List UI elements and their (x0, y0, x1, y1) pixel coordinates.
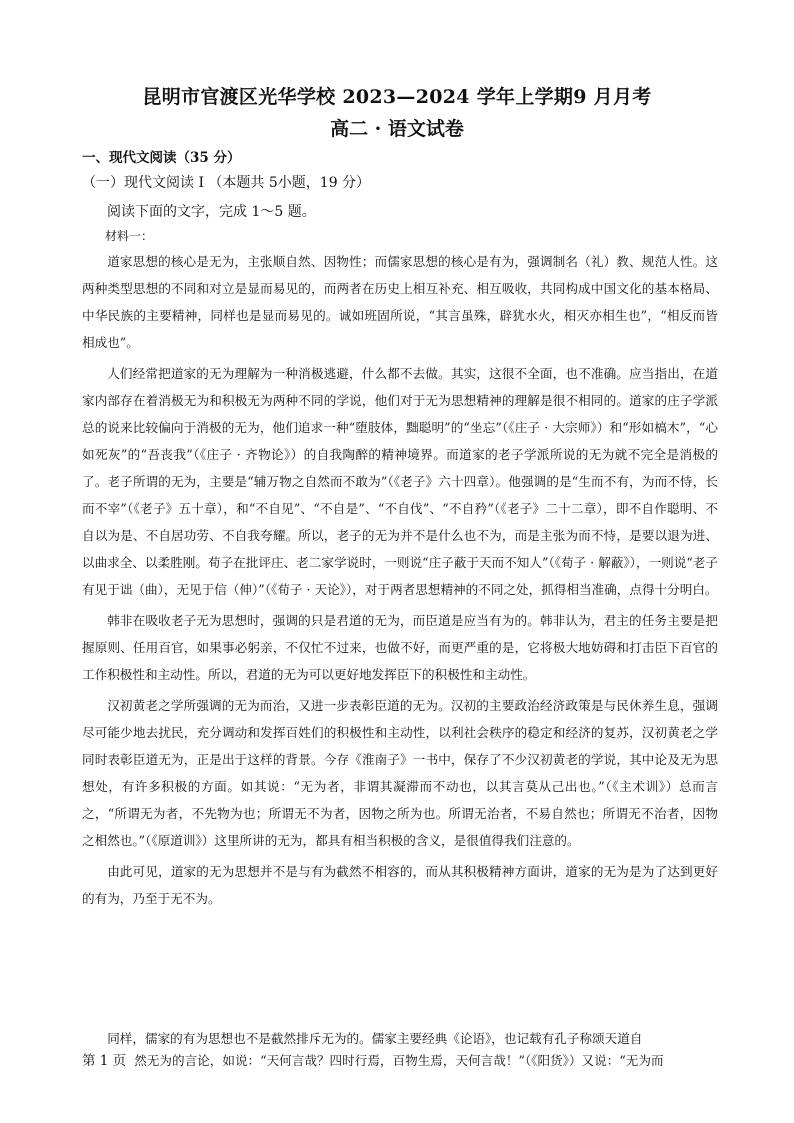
reading-passage (82, 248, 718, 916)
footer-line: 同样，儒家的有为思想也不是截然排斥无为的。儒家主要经典《论语》，也记载有孔子称颂天道自 (107, 1031, 643, 1046)
exam-subtitle: 高二 · 语文试卷 (330, 118, 464, 140)
sub-section-heading: （一）现代文阅读 I （本题共 5小题，19 分） (82, 175, 371, 191)
footer-text: 然无为的言论，如说：“天何言哉？四时行焉，百物生焉，天何言哉！”（《阳货》）又说：“无为而 (134, 1053, 664, 1068)
passage-paragraph: 人们经常把道家的无为理解为一种消极逃避，什么都不去做。其实，这很不全面，也不准确。应当指出，在道家内部存在着消极无为和积极无为两种不同的学说，他们对于无为思想精神的理解是很不相同的。道家的庄子学派总的说来比较偏向于消极的无为，他们追求一种“堕肢体，黜聪明”的“坐忘”（《庄子 · 大宗师》）和“形如槁木”，“心如死灰”的“吾丧我”（《庄子 · 齐物论》）的自我陶醉的精神境界。而道家的老子学派所说的无为就不完全是消极的了。老子所谓的无为，主要是“辅万物之自然而不敢为”（《老子》六十四章）。他强调的是“生而不有，为而不恃，长而不宰”（《老子》五十章），和“不自见”、“不自是”、“不自伐”、“不自矜”（《老子》二十二章），即不自作聪明、不自以为是、不自居功劳、不自我夸耀。所以，老子的无为并不是什么也不为，而是主张为而不恃，是要以退为进、以曲求全、以柔胜刚。荀子在批评庄、老二家学说时，一则说“庄子蔽于天而不知人”（《荀子 · 解蔽》），一则说“老子有见于诎（曲），无见于信（伸）”（《荀子 · 天论》），对于两者思想精神的不同之处，抓得相当准确，点得十分明白。 (82, 366, 718, 597)
instruction-text: 阅读下面的文字，完成 1～5 题。 (107, 204, 316, 220)
footer-line-2 (82, 1050, 722, 1072)
page-footer (82, 1028, 722, 1072)
page-number: 第 1 页 (82, 1053, 127, 1069)
passage-paragraph: 韩非在吸收老子无为思想时，强调的只是君道的无为，而臣道是应当有为的。韩非认为，君主的任务主要是把握原则、任用百官，如果事必躬亲，不仅忙不过来，也做不好，而更严重的是，它将极大地妨碍和打击臣下百官的工作积极性和主动性。所以，君道的无为可以更好地发挥臣下的积极性和主动性。 (82, 613, 718, 682)
passage-paragraph: 汉初黄老之学所强调的无为而治，又进一步表彰臣道的无为。汉初的主要政治经济政策是与民休养生息，强调尽可能少地去扰民，充分调动和发挥百姓们的积极性和主动性，以利社会秩序的稳定和经济的复苏，汉初黄老之学同时表彰臣道无为，正是出于这样的背景。今存《淮南子》一书中，保存了不少汉初黄老的学说，其中论及无为思想处，有许多积极的方面。如其说：“无为者，非谓其凝滞而不动也，以其言莫从己出也。”（《主术训》）总而言之，“所谓无为者，不先物为也；所谓无不为者，因物之所为也。所谓无治者，不易自然也；所谓无不治者，因物之相然也。”（《原道训》）这里所讲的无为，都具有相当积极的含义，是很值得我们注意的。 (82, 698, 718, 848)
section-heading: 一、现代文阅读（35 分） (82, 150, 241, 166)
exam-title: 昆明市官渡区光华学校 2023—2024 学年上学期9 月月考 (142, 86, 652, 108)
passage-paragraph: 由此可见，道家的无为思想并不是与有为截然不相容的，而从其积极精神方面讲，道家的无为是为了达到更好的有为，乃至于无不为。 (82, 864, 718, 906)
material-label: 材料一： (105, 229, 154, 243)
passage-paragraph: 道家思想的核心是无为，主张顺自然、因物性；而儒家思想的核心是有为，强调制名（礼）教、规范人性。这两种类型思想的不同和对立是显而易见的，而两者在历史上相互补充、相互吸收，共同构成中国文化的基本格局、中华民族的主要精神，同样也是显而易见的。诚如班固所说，“其言虽殊，辟犹水火，相灭亦相生也”，“相反而皆相成也”。 (82, 254, 718, 350)
